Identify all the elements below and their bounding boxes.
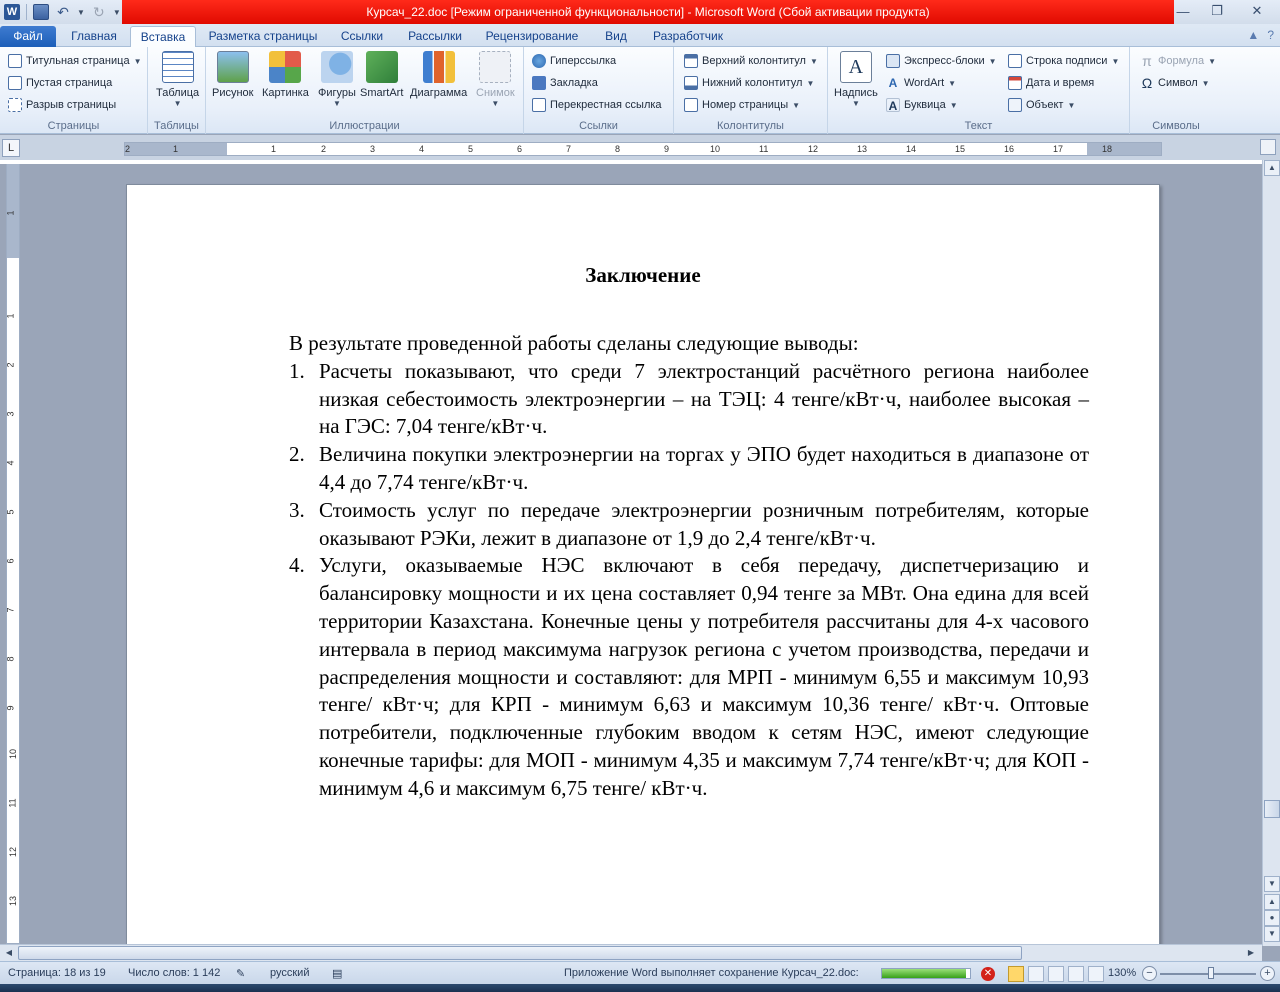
picture-icon [217,51,249,83]
cover-page-button[interactable]: Титульная страница ▼ [8,54,142,68]
tab-insert[interactable]: Вставка [130,26,196,48]
textbox-button[interactable]: A Надпись ▼ [834,51,878,108]
proofing-icon[interactable]: ✎ [236,968,246,980]
bookmark-button[interactable]: Закладка [532,76,598,90]
signature-icon [1008,54,1022,68]
ruler-tick-label: 6 [517,144,523,154]
customize-qat-icon[interactable]: ▼ [112,7,121,17]
ruler-tick-label: 7 [5,607,16,613]
chevron-down-icon: ▼ [1111,56,1120,66]
ruler-tick-label: 9 [664,144,670,154]
smartart-button[interactable]: SmartArt [360,51,403,99]
close-button[interactable]: ✕ [1251,3,1263,18]
print-layout-view-button[interactable] [1008,966,1024,982]
scroll-left-button[interactable]: ◀ [5,948,13,957]
textbox-icon: A [840,51,872,83]
list-item-text: Расчеты показывают, что среди 7 электростанций расчётного региона наиболее низкая себестоимость электроэнергии – на ТЭЦ: 4 тенге/кВт·ч, наиболее высокая – на ГЭС: 7,04 тенге/кВт·ч. [319,358,1089,439]
ruler-tick-label: 14 [906,144,917,154]
shapes-icon [321,51,353,83]
tab-page-layout[interactable]: Разметка страницы [208,29,318,43]
full-screen-reading-button[interactable] [1028,966,1044,982]
group-label: Ссылки [579,120,618,132]
progress-fill [882,969,966,978]
list-item [289,497,1089,553]
clipart-icon [269,51,301,83]
tab-file[interactable]: Файл [0,26,56,47]
chevron-down-icon: ▼ [133,56,142,66]
zoom-out-button[interactable]: − [1142,966,1157,981]
screenshot-button[interactable]: Снимок ▼ [476,51,515,108]
tab-review[interactable]: Рецензирование [485,29,579,43]
chevron-down-icon: ▼ [792,100,801,110]
page-break-icon [8,98,22,112]
chevron-down-icon: ▼ [173,99,182,108]
chevron-down-icon: ▼ [1208,56,1217,66]
minimize-ribbon-icon[interactable]: ▲ [1247,28,1260,42]
ribbon-tabs [0,24,1280,47]
outline-view-button[interactable] [1068,966,1084,982]
next-page-button[interactable]: ▼ [1264,926,1280,942]
tab-mailings[interactable]: Рассылки [408,29,462,43]
ruler-tick-label: 2 [5,362,16,368]
equation-button[interactable]: π Формула ▼ [1140,54,1216,68]
ruler-tick-label: 1 [5,210,16,216]
ruler-tick-label: 2 [321,144,327,154]
ruler-tick-label: 10 [710,144,721,154]
window-controls [1166,0,1280,24]
hyperlink-button[interactable]: Гиперссылка [532,54,616,68]
pi-icon: π [1142,53,1152,69]
word-count[interactable]: Число слов: 1 142 [128,967,221,979]
symbol-button[interactable]: Ω Символ ▼ [1141,75,1210,91]
ruler-tick-label: 10 [8,748,19,760]
ruler-tick-label: 5 [468,144,474,154]
ruler-tick-label: 11 [7,798,18,808]
group-label: Страницы [47,120,100,132]
ruler-tick-label: 3 [370,144,376,154]
ruler-tick-label: 2 [125,144,131,154]
view-ruler-button[interactable] [1260,139,1276,155]
group-headers-footers [674,47,828,134]
chevron-down-icon: ▼ [333,99,341,108]
ruler-tick-label: 4 [5,460,16,466]
chevron-down-icon: ▼ [988,56,997,66]
group-links [524,47,674,134]
ruler-tick-label: 7 [566,144,572,154]
ruler-tick-label: 13 [857,144,868,154]
tab-developer[interactable]: Разработчик [653,29,723,43]
clipart-button[interactable]: Картинка [262,51,309,99]
ruler-tick-label: 12 [808,144,819,154]
undo-dropdown-icon[interactable]: ▼ [77,7,85,17]
table-icon [162,51,194,83]
date-time-button[interactable]: Дата и время [1008,76,1094,90]
chevron-down-icon: ▼ [1067,100,1076,110]
picture-button[interactable]: Рисунок [212,51,254,99]
zoom-level[interactable]: 130% [1108,967,1137,979]
footer-button[interactable]: Нижний колонтитул ▼ [684,76,814,90]
group-label: Таблицы [154,120,199,132]
object-button[interactable]: Объект ▼ [1008,98,1075,112]
scroll-thumb[interactable] [18,946,1022,960]
table-button[interactable]: Таблица ▼ [156,51,199,108]
document-area[interactable] [22,160,1260,944]
vertical-scrollbar[interactable] [1262,160,1280,946]
language-indicator[interactable]: русский [270,967,310,979]
ruler-tick-label: 1 [173,144,179,154]
page-number-icon [684,98,698,112]
list-number: 2. [289,442,305,467]
globe-icon [532,54,546,68]
scroll-right-button[interactable]: ▶ [1247,948,1255,957]
draft-view-button[interactable] [1088,966,1104,982]
quick-parts-button[interactable]: Экспресс-блоки ▼ [886,54,997,68]
window-title: Курсач_22.doc [Режим ограниченной функциональности] - Microsoft Word (Сбой активации продукта) [122,0,1174,24]
ruler-tick-label: 17 [1053,144,1064,154]
shapes-button[interactable]: Фигуры ▼ [318,51,356,108]
cancel-save-icon[interactable]: ✕ [981,967,995,981]
screenshot-icon [479,51,511,83]
maximize-button[interactable]: ❐ [1211,3,1223,18]
wordart-button[interactable]: A WordArt ▼ [886,76,956,90]
chevron-down-icon: ▼ [809,56,818,66]
ruler-tick-label: 11 [759,144,769,154]
wordart-icon: A [888,76,898,90]
omega-icon: Ω [1141,75,1153,91]
ruler-tick-label: 13 [8,895,19,907]
document-page[interactable] [126,184,1160,944]
cover-page-icon [8,54,22,68]
chevron-down-icon: ▼ [949,100,958,110]
group-pages [0,47,148,134]
list-item [289,552,1089,802]
scroll-thumb[interactable] [1264,800,1280,818]
ribbon [0,47,1280,134]
horizontal-ruler[interactable] [124,142,1162,156]
chevron-down-icon: ▼ [491,99,500,108]
list-item-text: Услуги, оказываемые НЭС включают в себя передачу, диспетчеризацию и балансировку мощности и их цена составляет 0,94 тенге за МВт. Она едина для всей территории Казахстана. Конечные цены у потребителя рассчитаны для 4-х часового интервала в период максимума нагрузок региона с учетом производства, передачи и распределения мощности и составляют: для МРП - минимум 6,55 и максимум 10,93 тенге/ кВт·ч; для КРП - минимум 6,63 и максимум 10,36 тенге/ кВт·ч. Оптовые потребители, подключенные глубоким вводом к сетям НЭС, имеют следующие конечные тарифы: для МОП - минимум 4,35 и максимум 7,74 тенге/кВт·ч; для КОП - минимум 4,6 и максимум 6,75 тенге/ кВт·ч. [319,553,1089,800]
group-tables [148,47,206,134]
tab-references[interactable]: Ссылки [340,29,384,43]
list-item [289,441,1089,497]
dropcap-button[interactable]: A Буквица ▼ [886,98,958,112]
browse-object-button[interactable]: ● [1264,910,1280,926]
undo-icon[interactable]: ↶ [57,4,69,20]
redo-icon[interactable]: ↻ [93,4,105,20]
ruler-tick-label: 9 [5,705,16,711]
zoom-in-button[interactable]: + [1260,966,1275,981]
document-heading: Заключение [585,263,701,287]
chevron-down-icon: ▼ [806,78,815,88]
ruler-bar [0,135,1280,160]
ruler-tick-label: 1 [5,313,16,319]
page-counter[interactable]: Страница: 18 из 19 [8,967,106,979]
group-symbols [1130,47,1222,134]
chevron-down-icon: ▼ [851,99,860,108]
group-text [828,47,1130,134]
blank-page-button[interactable]: Пустая страница [8,76,112,90]
ruler-tick-label: 4 [419,144,425,154]
dropcap-icon: A [886,98,900,112]
ruler-tick-label: 5 [5,509,16,515]
previous-page-edge [0,160,1280,164]
zoom-slider[interactable] [1160,973,1256,975]
title-bar [0,0,1280,24]
previous-page-button[interactable]: ▲ [1264,894,1280,910]
scroll-down-button[interactable]: ▼ [1264,876,1280,892]
group-illustrations [206,47,524,134]
footer-icon [684,76,698,90]
ruler-tick-label: 16 [1004,144,1015,154]
chart-icon [423,51,455,83]
ruler-numbers [7,163,19,943]
word-app-icon[interactable]: W [4,4,20,20]
ruler-tick-label: 8 [615,144,621,154]
header-icon [684,54,698,68]
group-label: Иллюстрации [329,120,400,132]
qat-separator [26,4,27,20]
conclusions-list [289,358,1089,803]
object-icon [1008,98,1022,112]
ruler-tick-label: 6 [5,558,16,564]
tab-selector-button[interactable]: L [2,139,20,157]
bookmark-icon [532,76,546,90]
group-label: Символы [1152,120,1200,132]
quick-access-toolbar [0,0,121,24]
status-bar [0,961,1280,984]
intro-paragraph: В результате проведенной работы сделаны следующие выводы: [289,331,859,355]
smartart-icon [366,51,398,83]
calendar-icon [1008,76,1022,90]
header-button[interactable]: Верхний колонтитул ▼ [684,54,818,68]
tab-view[interactable]: Вид [605,29,627,43]
saving-status: Приложение Word выполняет сохранение Курсач_22.doc: [564,967,859,979]
list-item-text: Величина покупки электроэнергии на торгах у ЭПО будет находиться в диапазоне от 4,4 до 7,74 тенге/кВт·ч. [319,442,1089,494]
cross-reference-icon [532,98,546,112]
chevron-down-icon: ▼ [1201,78,1210,88]
quick-parts-icon [886,54,900,68]
save-icon[interactable] [33,4,49,20]
chevron-down-icon: ▼ [948,78,957,88]
help-icon[interactable]: ? [1267,28,1274,42]
blank-page-icon [8,76,22,90]
vertical-ruler[interactable] [6,162,20,944]
horizontal-scrollbar[interactable] [0,944,1262,961]
save-progress-bar [881,968,971,979]
page-break-button[interactable]: Разрыв страницы [8,98,116,112]
ruler-tick-label: 12 [8,846,19,858]
ruler-numbers [125,143,1161,155]
taskbar [0,984,1280,992]
group-label: Текст [964,120,993,132]
list-number: 3. [289,497,305,522]
ruler-tick-label: 18 [1102,144,1113,154]
scroll-up-button[interactable]: ▲ [1264,160,1280,176]
minimize-button[interactable]: — [1176,3,1190,19]
chart-button[interactable]: Диаграмма [410,51,467,99]
list-number: 4. [289,553,305,578]
tab-home[interactable]: Главная [71,29,117,43]
ruler-tick-label: 3 [5,411,16,417]
signature-line-button[interactable]: Строка подписи ▼ [1008,54,1119,68]
macro-icon[interactable]: ▤ [332,968,343,980]
ruler-tick-label: 1 [271,144,277,154]
list-number: 1. [289,358,305,383]
list-item-text: Стоимость услуг по передаче электроэнергии розничным потребителям, которые оказывают РЭКи, лежит в диапазоне от 1,9 до 2,4 тенге/кВт·ч. [319,497,1089,550]
web-layout-button[interactable] [1048,966,1064,982]
ruler-tick-label: 8 [5,656,16,662]
group-label: Колонтитулы [717,120,784,132]
crossref-button[interactable]: Перекрестная ссылка [532,98,662,112]
document-body[interactable] [289,330,1089,803]
ribbon-right-controls [1247,28,1274,42]
zoom-slider-knob[interactable] [1208,967,1214,979]
list-item [289,358,1089,441]
page-number-button[interactable]: Номер страницы ▼ [684,98,800,112]
ruler-tick-label: 15 [955,144,966,154]
